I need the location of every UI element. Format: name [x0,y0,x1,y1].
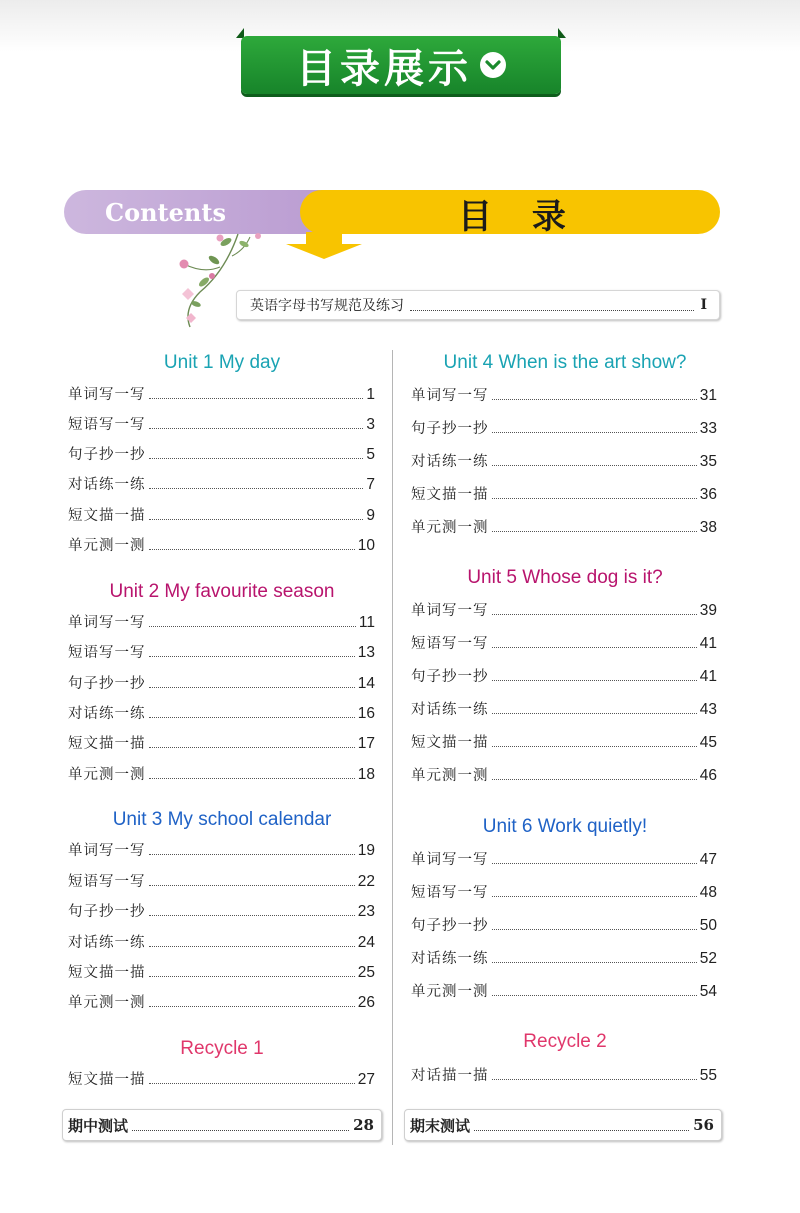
toc-entry-page: 10 [357,537,375,554]
toc-entry-page: 38 [699,519,717,536]
toc-entry[interactable] [68,869,375,891]
toc-entry[interactable] [411,598,717,620]
toc-entry[interactable] [411,482,717,504]
toc-entry-label: 短文描一描 [68,736,146,752]
toc-entry-page: 41 [699,635,717,652]
toc-entry[interactable] [411,1063,717,1085]
toc-entry-label: 对话练一练 [68,935,146,951]
toc-entry[interactable] [68,899,375,921]
toc-entry[interactable] [68,382,375,404]
dot-leader [149,885,355,886]
chevron-down-icon [480,52,506,78]
dot-leader [492,746,697,747]
dot-leader [492,465,697,466]
dot-leader [149,1083,355,1084]
dot-leader [492,498,697,499]
toc-entry-page: 26 [357,994,375,1011]
dot-leader [149,398,364,399]
dot-leader [492,647,697,648]
toc-entry[interactable] [68,1067,375,1089]
recycle-2-title: Recycle 2 [523,1031,607,1052]
toc-entry-label: 短语写一写 [411,636,489,652]
toc-entry[interactable] [68,442,375,464]
down-arrow-icon [284,232,364,260]
dot-leader [149,854,355,855]
toc-entry-label: 句子抄一抄 [68,904,146,920]
toc-entry-page: 54 [699,983,717,1000]
unit-5-title: Unit 5 Whose dog is it? [467,567,663,588]
toc-entry-label: 对话练一练 [411,702,489,718]
toc-entry-page: 9 [366,507,375,524]
dot-leader [149,519,364,520]
dot-leader [149,747,355,748]
dot-leader [492,680,697,681]
dot-leader [149,976,355,977]
toc-entry[interactable] [68,640,375,662]
toc-entry-page: 41 [699,668,717,685]
dot-leader [492,531,697,532]
toc-entry-page: 1 [366,386,375,403]
toc-entry-label: 单词写一写 [68,387,146,403]
toc-entry-page: 19 [357,842,375,859]
toc-entry[interactable] [68,412,375,434]
dot-leader [149,687,355,688]
toc-entry-label: 对话描一描 [411,1068,489,1084]
dot-leader [149,428,364,429]
toc-entry[interactable] [68,838,375,860]
dot-leader [149,656,355,657]
banner-fold-right [558,28,566,38]
toc-entry-label: 单元测一测 [411,768,489,784]
toc-entry-label: 单词写一写 [411,603,489,619]
alphabet-practice-page: I [700,297,707,313]
toc-entry[interactable] [411,515,717,537]
toc-entry-page: 18 [357,766,375,783]
toc-entry-label: 短文描一描 [68,508,146,524]
toc-entry[interactable] [411,847,717,869]
toc-entry[interactable] [411,664,717,686]
dot-leader [149,778,355,779]
final-test-label: 期末测试 [410,1116,471,1135]
toc-entry[interactable] [411,730,717,752]
toc-entry[interactable] [68,731,375,753]
unit-4-title: Unit 4 When is the art show? [443,352,687,373]
alphabet-practice-label: 英语字母书写规范及练习 [250,298,404,314]
toc-entry-page: 17 [357,735,375,752]
toc-entry[interactable] [411,979,717,1001]
dot-leader [492,432,697,433]
toc-entry-page: 39 [699,602,717,619]
toc-entry-page: 55 [699,1067,717,1084]
dot-leader [149,488,364,489]
toc-entry-page: 13 [357,644,375,661]
alphabet-practice-entry[interactable] [236,290,720,320]
toc-entry-page: 36 [699,486,717,503]
contents-label: Contents [105,198,226,227]
toc-entry-label: 单词写一写 [68,843,146,859]
toc-entry-label: 短文描一描 [411,487,489,503]
dot-leader [149,1006,355,1007]
toc-entry-label: 短文描一描 [411,735,489,751]
toc-entry-label: 句子抄一抄 [411,918,489,934]
toc-entry-page: 46 [699,767,717,784]
toc-entry-page: 7 [366,476,375,493]
toc-entry-page: 35 [699,453,717,470]
dot-leader [149,717,355,718]
unit-2-title: Unit 2 My favourite season [109,581,335,602]
toc-entry-page: 25 [357,964,375,981]
dot-leader [492,713,697,714]
toc-entry[interactable] [411,913,717,935]
toc-entry[interactable] [411,383,717,405]
toc-entry[interactable] [411,763,717,785]
toc-entry[interactable] [68,671,375,693]
toc-entry[interactable] [411,416,717,438]
toc-entry-page: 45 [699,734,717,751]
toc-entry[interactable] [411,631,717,653]
toc-entry[interactable] [411,946,717,968]
toc-entry[interactable] [68,960,375,982]
unit-6-title: Unit 6 Work quietly! [482,816,648,837]
toc-entry-label: 单词写一写 [411,388,489,404]
toc-entry-label: 短语写一写 [411,885,489,901]
dot-leader [492,779,697,780]
dot-leader [492,896,697,897]
dot-leader [132,1130,349,1131]
toc-entry-page: 3 [366,416,375,433]
toc-entry-label: 短语写一写 [68,645,146,661]
toc-entry-label: 单元测一测 [68,995,146,1011]
dot-leader [410,310,694,311]
toc-entry[interactable] [68,930,375,952]
toc-entry-label: 对话练一练 [411,951,489,967]
toc-entry-label: 短文描一描 [68,1072,146,1088]
toc-entry-page: 23 [357,903,375,920]
banner-title: 目录展示 [296,45,472,92]
toc-entry-label: 对话练一练 [68,477,146,493]
page-title: 目 录 [458,197,580,237]
toc-entry-page: 48 [699,884,717,901]
recycle-1-title: Recycle 1 [180,1038,264,1059]
toc-entry-page: 11 [358,614,375,631]
toc-entry-label: 句子抄一抄 [68,676,146,692]
toc-entry[interactable] [68,990,375,1012]
toc-entry-label: 对话练一练 [68,706,146,722]
toc-entry-label: 单词写一写 [68,615,146,631]
toc-entry[interactable] [411,880,717,902]
toc-entry[interactable] [411,449,717,471]
midterm-test-page: 28 [353,1116,374,1134]
toc-entry-page: 31 [699,387,717,404]
final-test-entry[interactable] [404,1109,722,1141]
toc-entry-page: 5 [366,446,375,463]
toc-entry-page: 27 [357,1071,375,1088]
banner [236,28,566,98]
dot-leader [492,1079,697,1080]
dot-leader [492,614,697,615]
toc-entry-page: 22 [357,873,375,890]
toc-entry[interactable] [411,697,717,719]
toc-entry-label: 句子抄一抄 [68,447,146,463]
toc-entry[interactable] [68,533,375,555]
toc-entry-label: 单元测一测 [411,520,489,536]
toc-entry-page: 47 [699,851,717,868]
toc-entry[interactable] [68,472,375,494]
dot-leader [492,962,697,963]
toc-entry-page: 24 [357,934,375,951]
column-divider [392,350,393,1145]
toc-entry-label: 单元测一测 [411,984,489,1000]
midterm-test-entry[interactable] [62,1109,382,1141]
dot-leader [149,915,355,916]
unit-1-title: Unit 1 My day [163,352,281,373]
dot-leader [149,458,364,459]
unit-3-title: Unit 3 My school calendar [112,809,332,830]
toc-entry[interactable] [68,610,375,632]
toc-entry-label: 单元测一测 [68,767,146,783]
toc-entry[interactable] [68,503,375,525]
toc-entry-label: 单词写一写 [411,852,489,868]
banner-body [241,36,561,94]
toc-entry-page: 14 [357,675,375,692]
toc-entry-label: 单元测一测 [68,538,146,554]
dot-leader [492,995,697,996]
toc-entry-page: 50 [699,917,717,934]
toc-entry-label: 短文描一描 [68,965,146,981]
midterm-test-label: 期中测试 [68,1116,129,1135]
toc-entry-page: 43 [699,701,717,718]
dot-leader [492,929,697,930]
toc-entry-label: 短语写一写 [68,874,146,890]
toc-entry-page: 33 [699,420,717,437]
toc-entry-label: 对话练一练 [411,454,489,470]
toc-entry-label: 句子抄一抄 [411,669,489,685]
toc-entry-label: 短语写一写 [68,417,146,433]
toc-entry-page: 52 [699,950,717,967]
toc-entry-label: 句子抄一抄 [411,421,489,437]
dot-leader [492,863,697,864]
dot-leader [149,626,356,627]
dot-leader [149,549,355,550]
toc-entry[interactable] [68,762,375,784]
dot-leader [149,946,355,947]
toc-entry-page: 16 [357,705,375,722]
dot-leader [492,399,697,400]
final-test-page: 56 [693,1116,714,1134]
dot-leader [474,1130,689,1131]
toc-entry[interactable] [68,701,375,723]
